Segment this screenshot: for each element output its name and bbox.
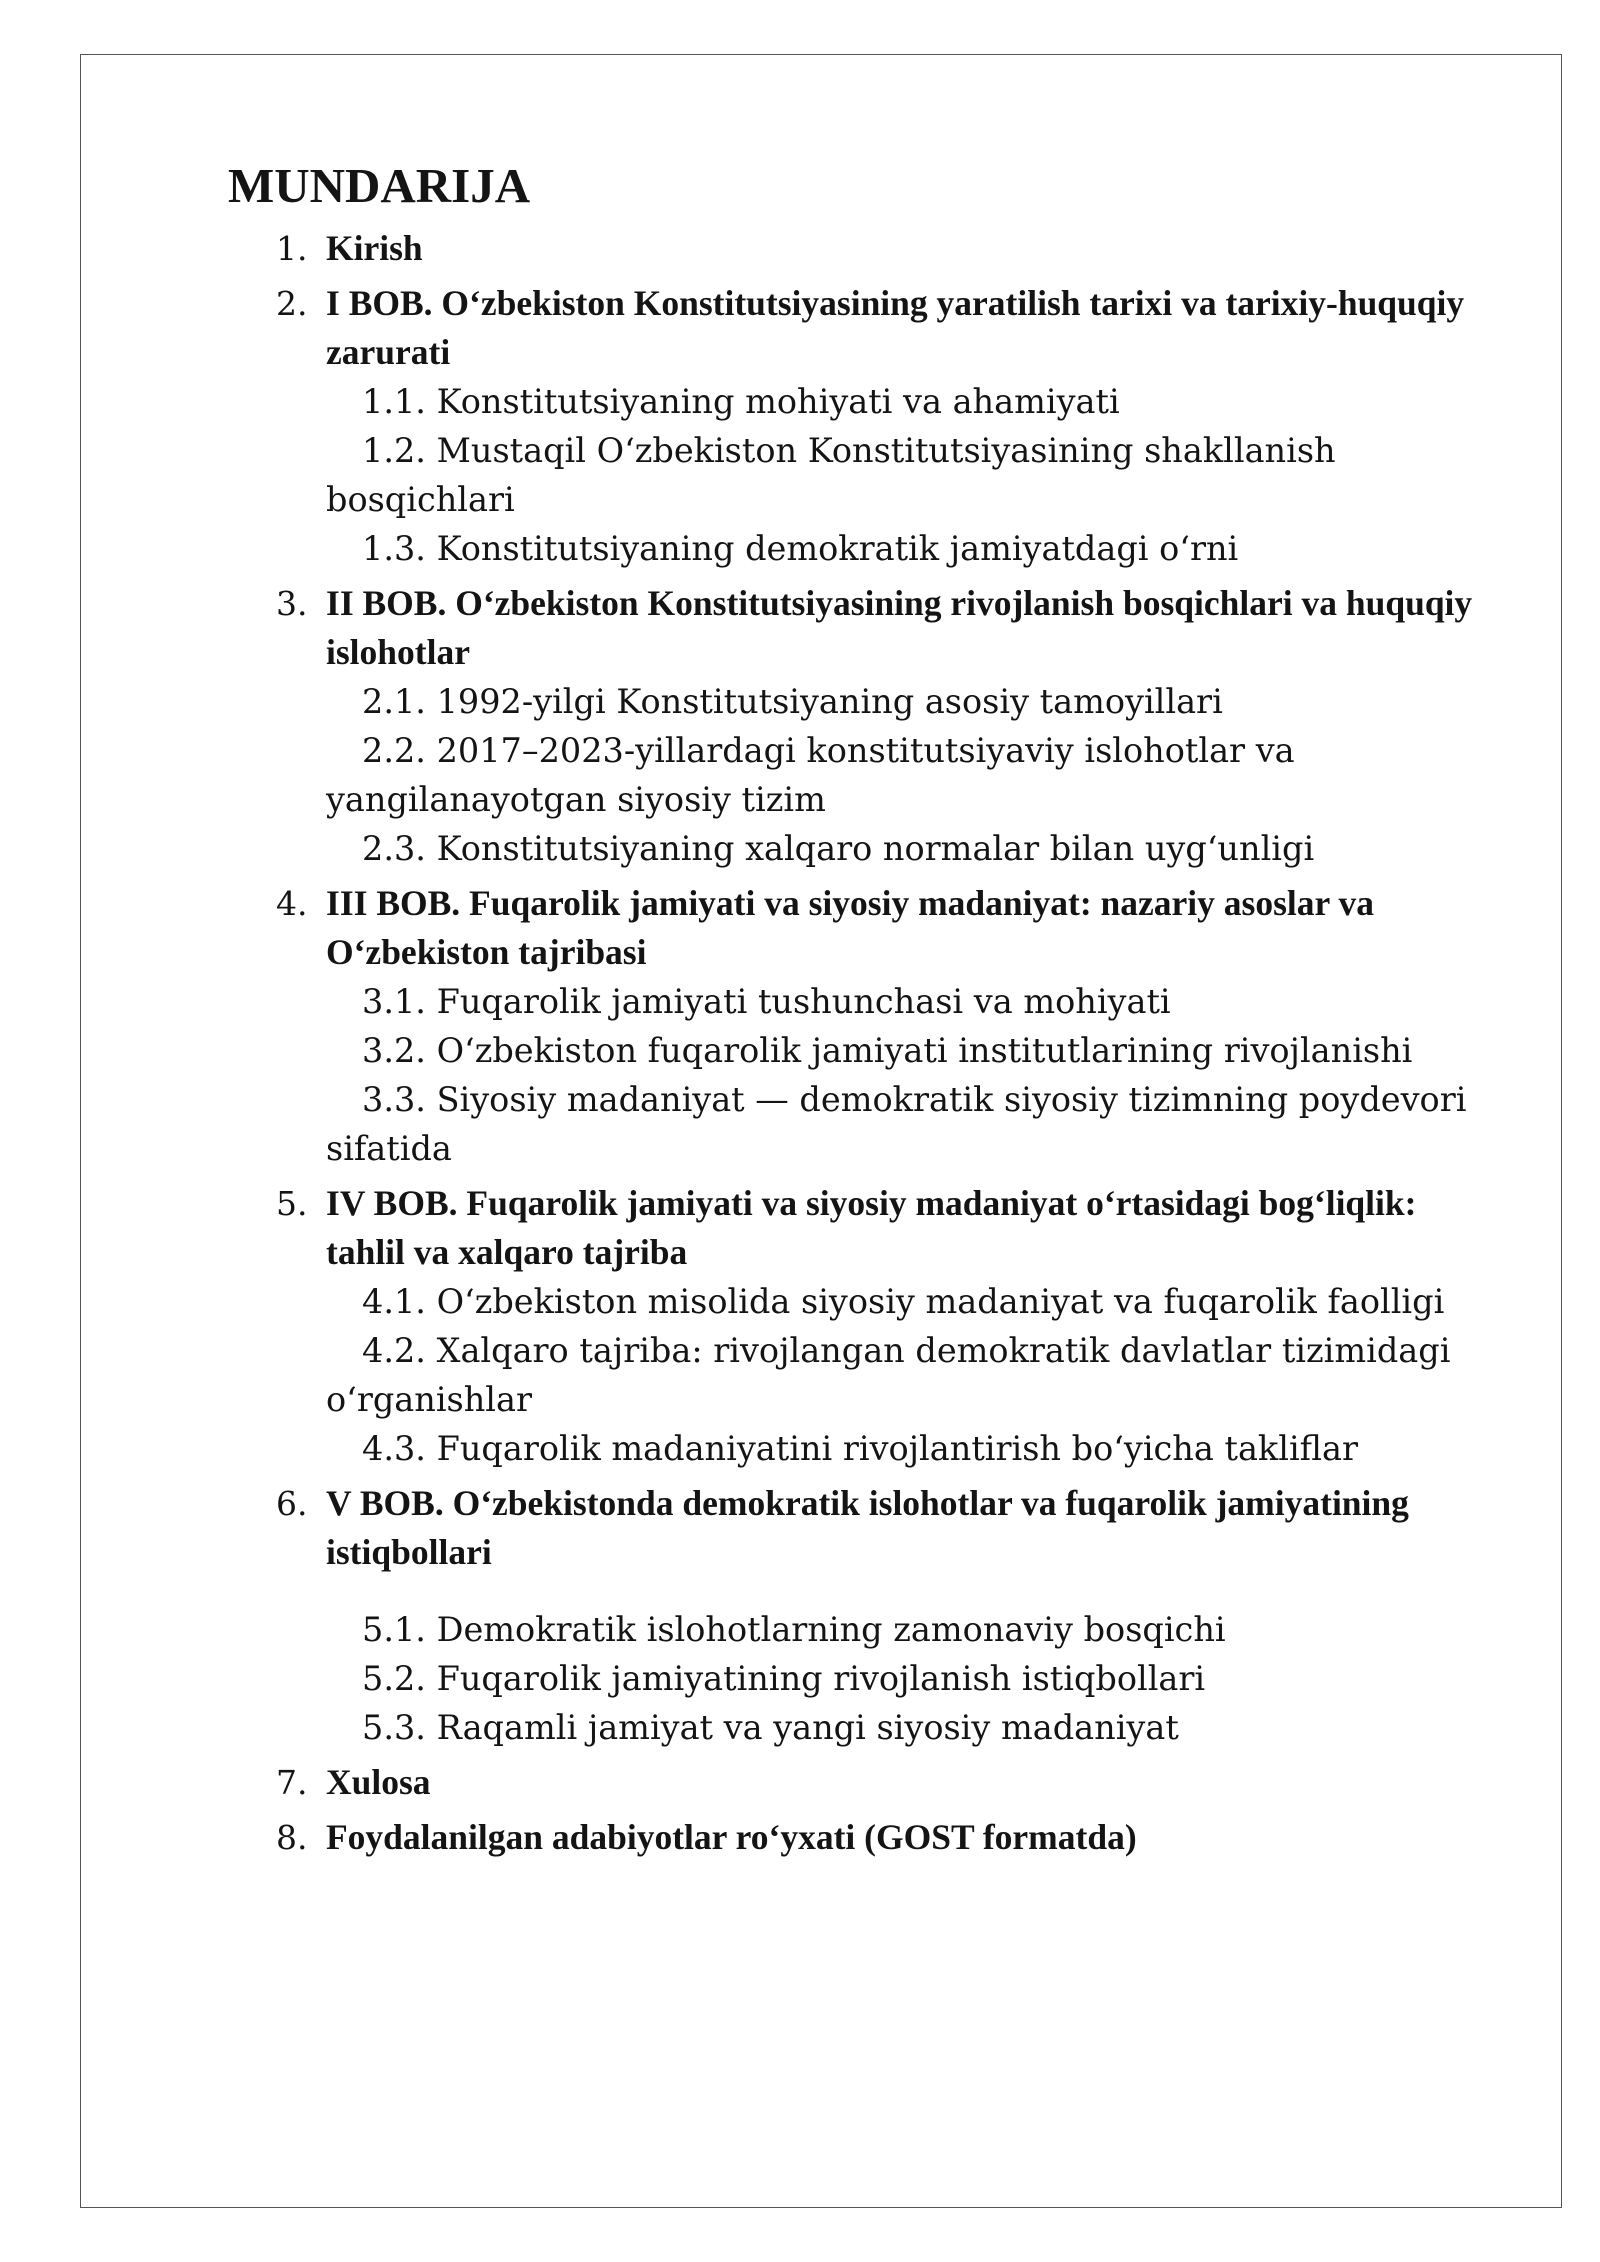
toc-item-chapter-4	[228, 1179, 1498, 1473]
toc-subitem	[326, 377, 1498, 426]
toc-subitem	[326, 1424, 1498, 1473]
toc-subitem-text: Siyosiy madaniyat — demokratik siyosiy tizimning poydevori sifatida	[326, 1080, 1467, 1168]
toc-subitem	[326, 1075, 1498, 1173]
toc-subitem	[326, 824, 1498, 873]
toc-item-chapter-5	[228, 1479, 1498, 1752]
toc-subitem-text: Fuqarolik jamiyati tushunchasi va mohiyati	[436, 982, 1171, 1021]
toc-subitem-number: 3.2.	[362, 1031, 426, 1070]
toc-subitem-number: 2.2.	[362, 731, 426, 770]
toc-subitem-text: O‘zbekiston misolida siyosiy madaniyat va fuqarolik faolligi	[436, 1282, 1445, 1321]
toc-item-bibliography	[228, 1813, 1498, 1862]
document-body	[228, 152, 1498, 1862]
toc-subitem-number: 3.3.	[362, 1080, 426, 1119]
toc-item-number: 2.	[276, 284, 308, 323]
toc-item-kirish	[228, 224, 1498, 273]
toc-subitem-number: 5.1.	[362, 1610, 426, 1649]
toc-item-chapter-1	[228, 279, 1498, 573]
toc-subitem	[326, 1277, 1498, 1326]
toc-item-number: 3.	[276, 584, 308, 623]
toc-item-chapter-3	[228, 879, 1498, 1173]
toc-subitem	[326, 1605, 1498, 1654]
toc-subitem-text: Raqamli jamiyat va yangi siyosiy madaniyat	[436, 1708, 1179, 1747]
toc-item-heading: III BOB. Fuqarolik jamiyati va siyosiy madaniyat: nazariy asoslar va O‘zbekiston tajribasi	[326, 883, 1375, 972]
toc-subitem	[326, 1326, 1498, 1424]
toc-subitem	[326, 524, 1498, 573]
toc-sublist	[326, 1277, 1498, 1473]
toc-subitem-text: Fuqarolik madaniyatini rivojlantirish bo‘yicha takliflar	[436, 1429, 1358, 1468]
toc-subitem-number: 4.3.	[362, 1429, 426, 1468]
toc-subitem	[326, 426, 1498, 524]
toc-subitem-number: 4.2.	[362, 1331, 426, 1370]
toc-item-number: 6.	[276, 1484, 308, 1523]
table-of-contents	[228, 224, 1498, 1862]
toc-item-number: 1.	[276, 229, 308, 268]
toc-subitem-text: Konstitutsiyaning demokratik jamiyatdagi o‘rni	[436, 529, 1239, 568]
toc-subitem-text: Demokratik islohotlarning zamonaviy bosqichi	[436, 1610, 1226, 1649]
toc-item-number: 5.	[276, 1184, 308, 1223]
toc-subitem-number: 1.1.	[362, 382, 426, 421]
toc-subitem-text: 1992-yilgi Konstitutsiyaning asosiy tamoyillari	[436, 682, 1223, 721]
toc-subitem-number: 4.1.	[362, 1282, 426, 1321]
toc-subitem-text: Konstitutsiyaning xalqaro normalar bilan uyg‘unligi	[436, 829, 1315, 868]
toc-item-heading: Xulosa	[326, 1762, 431, 1802]
toc-subitem-number: 1.3.	[362, 529, 426, 568]
toc-subitem-number: 5.3.	[362, 1708, 426, 1747]
toc-item-heading: V BOB. O‘zbekistonda demokratik islohotlar va fuqarolik jamiyatining istiqbollari	[326, 1483, 1409, 1572]
toc-subitem-text: Xalqaro tajriba: rivojlangan demokratik davlatlar tizimidagi o‘rganishlar	[326, 1331, 1451, 1419]
toc-subitem	[326, 677, 1498, 726]
toc-item-heading: IV BOB. Fuqarolik jamiyati va siyosiy madaniyat o‘rtasidagi bog‘liqlik: tahlil va xalqaro tajriba	[326, 1183, 1417, 1272]
toc-item-heading: I BOB. O‘zbekiston Konstitutsiyasining yaratilish tarixi va tarixiy-huquqiy zarurati	[326, 283, 1465, 372]
toc-subitem	[326, 1703, 1498, 1752]
toc-subitem-number: 3.1.	[362, 982, 426, 1021]
toc-item-chapter-2	[228, 579, 1498, 873]
toc-subitem-text: 2017–2023-yillardagi konstitutsiyaviy islohotlar va yangilanayotgan siyosiy tizim	[326, 731, 1295, 819]
toc-item-number: 4.	[276, 884, 308, 923]
toc-subitem-number: 2.3.	[362, 829, 426, 868]
toc-subitem-number: 2.1.	[362, 682, 426, 721]
toc-subitem	[326, 1026, 1498, 1075]
toc-item-heading: Kirish	[326, 228, 423, 268]
toc-item-heading: Foydalanilgan adabiyotlar ro‘yxati (GOST formatda)	[326, 1817, 1137, 1857]
toc-item-xulosa	[228, 1758, 1498, 1807]
toc-subitem-text: Fuqarolik jamiyatining rivojlanish istiqbollari	[436, 1659, 1206, 1698]
toc-subitem	[326, 726, 1498, 824]
toc-sublist	[326, 1605, 1498, 1752]
toc-subitem-text: Mustaqil O‘zbekiston Konstitutsiyasining shakllanish bosqichlari	[326, 431, 1336, 519]
toc-subitem	[326, 977, 1498, 1026]
document-title: MUNDARIJA	[228, 158, 531, 213]
toc-subitem	[326, 1654, 1498, 1703]
toc-item-heading: II BOB. O‘zbekiston Konstitutsiyasining rivojlanish bosqichlari va huquqiy islohotlar	[326, 583, 1473, 672]
toc-sublist	[326, 977, 1498, 1173]
toc-item-number: 7.	[276, 1763, 308, 1802]
toc-sublist	[326, 377, 1498, 573]
toc-sublist	[326, 677, 1498, 873]
toc-subitem-text: O‘zbekiston fuqarolik jamiyati institutlarining rivojlanishi	[436, 1031, 1413, 1070]
toc-subitem-number: 5.2.	[362, 1659, 426, 1698]
toc-subitem-text: Konstitutsiyaning mohiyati va ahamiyati	[436, 382, 1120, 421]
toc-item-number: 8.	[276, 1818, 308, 1857]
toc-subitem-number: 1.2.	[362, 431, 426, 470]
